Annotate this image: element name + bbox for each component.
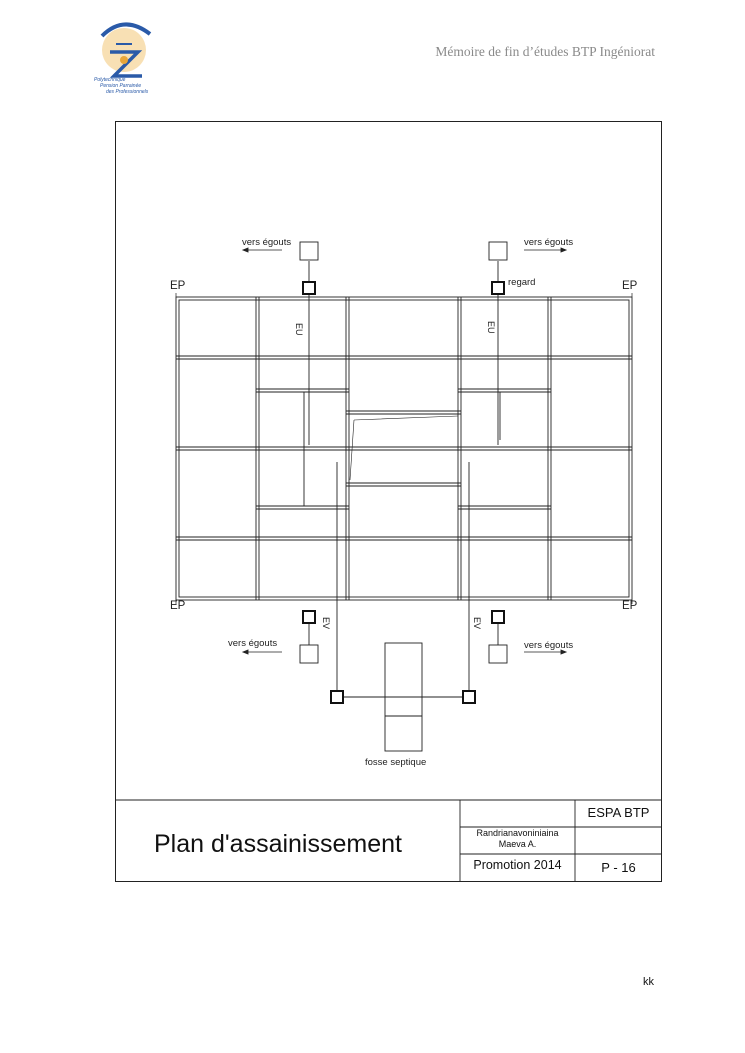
logo-caption-line: des Professionnels bbox=[106, 89, 149, 95]
outlet-box bbox=[300, 645, 318, 663]
regard-manhole bbox=[303, 282, 315, 294]
logo-caption-line: Polytechnique bbox=[94, 77, 126, 83]
label-ep: EP bbox=[622, 600, 638, 612]
label-regard: regard bbox=[508, 277, 536, 288]
label-vers-egouts: vers égouts bbox=[228, 638, 278, 649]
label-vers-egouts: vers égouts bbox=[524, 237, 574, 248]
label-ep: EP bbox=[170, 280, 186, 292]
label-fosse-septique: fosse septique bbox=[365, 757, 427, 768]
label-ep: EP bbox=[622, 280, 638, 292]
label-vers-egouts: vers égouts bbox=[242, 237, 292, 248]
label-ep: EP bbox=[170, 600, 186, 612]
cartouche-promotion: Promotion 2014 bbox=[473, 858, 562, 872]
label-vers-egouts: vers égouts bbox=[524, 640, 574, 651]
outlet-box bbox=[300, 242, 318, 260]
regard-manhole bbox=[463, 691, 475, 703]
label-ev: EV bbox=[472, 617, 482, 630]
regard-manhole bbox=[303, 611, 315, 623]
building-outline-inner bbox=[179, 300, 629, 597]
building-outline-outer bbox=[176, 297, 632, 600]
outlet-box bbox=[489, 645, 507, 663]
cartouche-author-line: Maeva A. bbox=[498, 839, 537, 849]
label-ev: EV bbox=[321, 617, 331, 630]
cartouche-page-number: P - 16 bbox=[601, 860, 636, 875]
logo-caption-line: Pension Parrainée bbox=[100, 83, 142, 89]
cartouche-author bbox=[460, 828, 575, 850]
cartouche-author-line: Randrianavoniniaina bbox=[476, 828, 559, 838]
label-eu: EU bbox=[294, 323, 304, 336]
regard-manhole bbox=[492, 282, 504, 294]
page-header-title: Mémoire de fin d’études BTP Ingéniorat bbox=[435, 44, 655, 59]
label-eu: EU bbox=[486, 321, 496, 334]
regard-manhole bbox=[492, 611, 504, 623]
footer-mark: kk bbox=[643, 976, 654, 988]
regard-manhole bbox=[331, 691, 343, 703]
cartouche-school: ESPA BTP bbox=[587, 805, 650, 820]
outlet-box bbox=[489, 242, 507, 260]
drawing-title: Plan d'assainissement bbox=[154, 830, 402, 858]
